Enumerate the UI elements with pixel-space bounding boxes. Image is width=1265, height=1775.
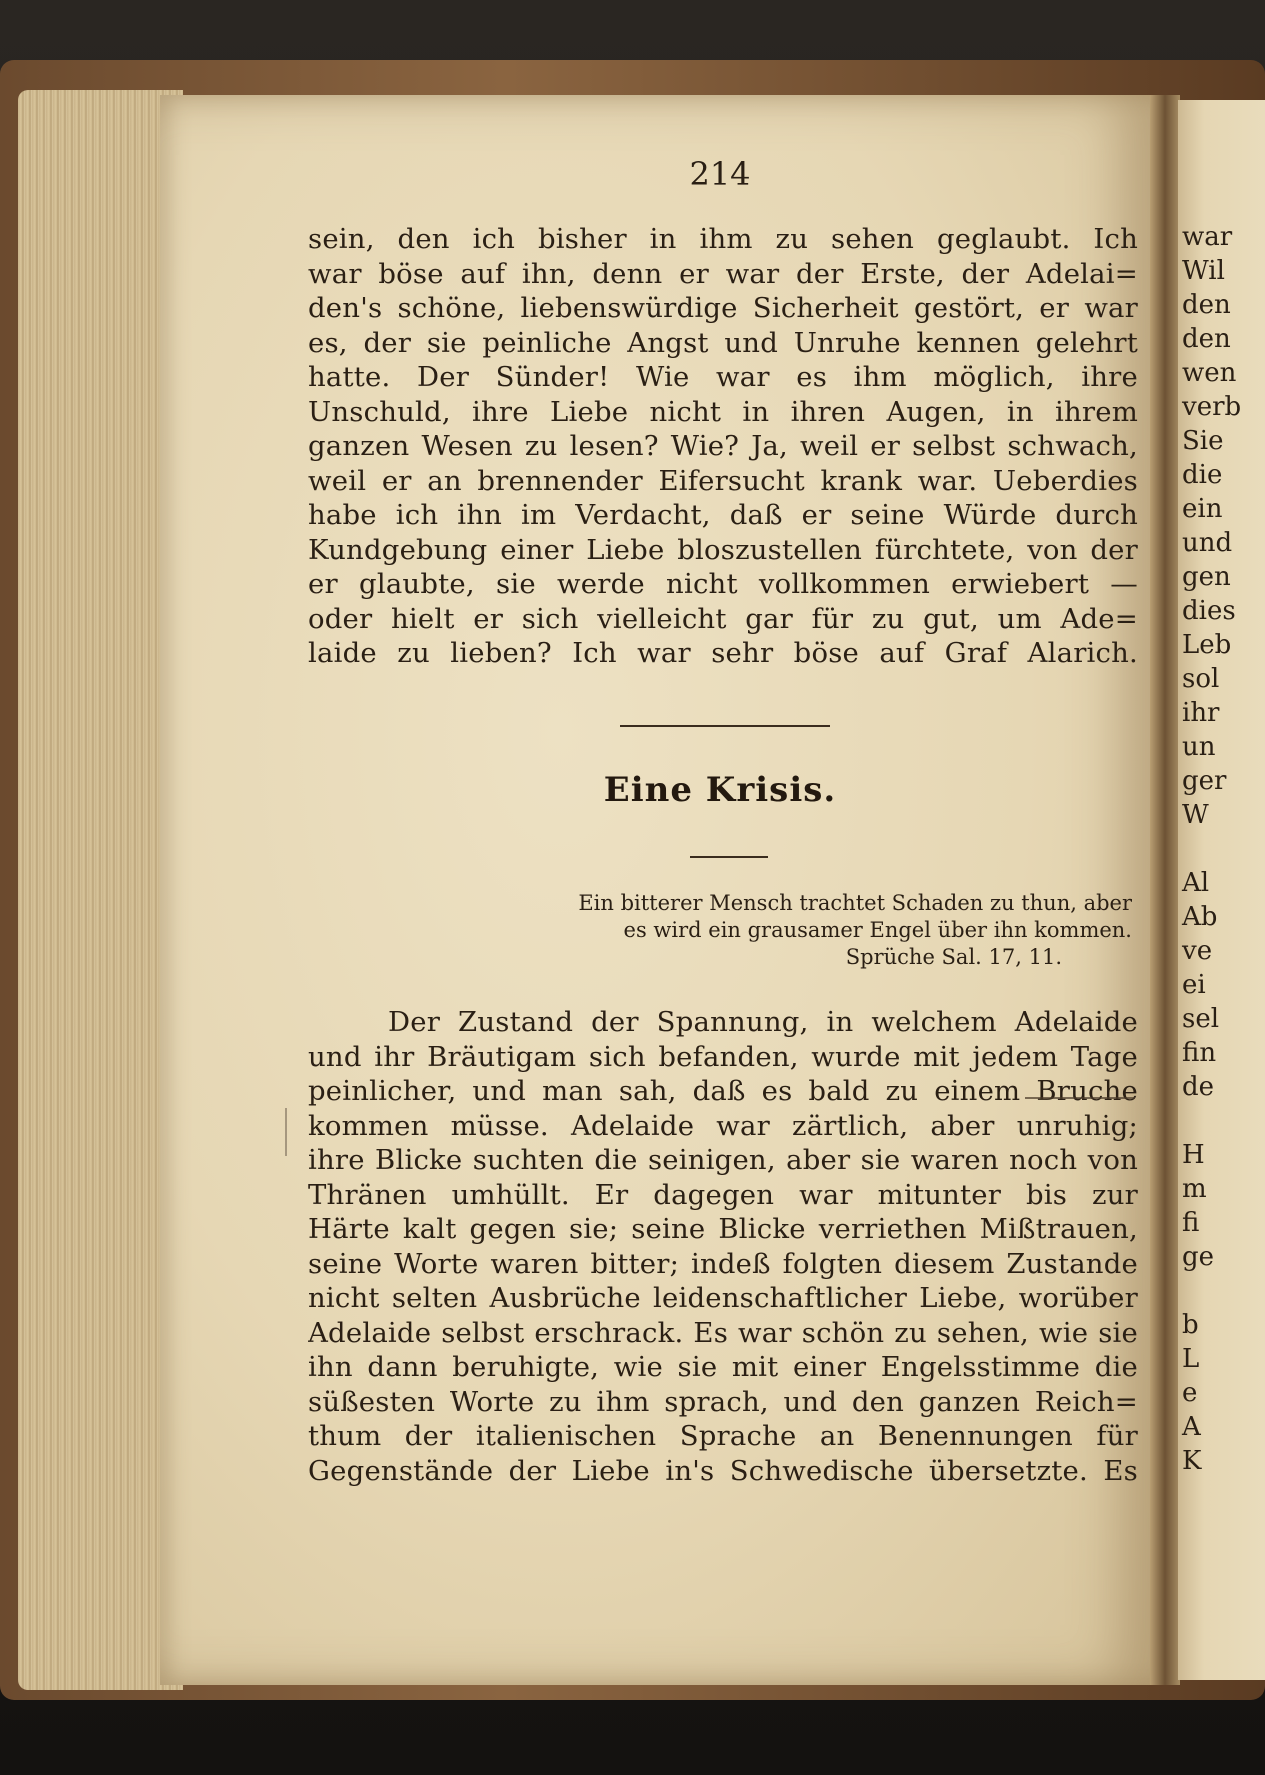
right-page-fragment: ei (1182, 970, 1206, 1000)
right-page-fragment: den (1182, 290, 1231, 320)
epigraph-line: es wird ein grausamer Engel über ihn kommen. (623, 918, 1132, 942)
right-page-fragment: L (1182, 1344, 1200, 1374)
right-page (1178, 100, 1265, 1680)
right-page-fragment: gen (1182, 562, 1231, 592)
right-page-fragment: fin (1182, 1038, 1217, 1068)
text-line: hatte. Der Sünder! Wie war es ihm möglich, ihre (308, 361, 1138, 393)
right-page-fragment: b (1182, 1310, 1199, 1340)
right-page-fragment (1182, 1274, 1241, 1308)
right-page-fragment: ein (1182, 494, 1223, 524)
right-page-fragment: wen (1182, 358, 1237, 388)
text-line: peinlicher, und man sah, daß es bald zu einem Bruche (308, 1075, 1138, 1107)
text-line: oder hielt er sich vielleicht gar für zu gut, um Ade= (308, 602, 1138, 635)
heading-underline (690, 856, 768, 858)
right-page-text (1182, 220, 1241, 1478)
right-page-fragment: H (1182, 1140, 1205, 1170)
page-edges (18, 90, 183, 1690)
right-page-fragment: Ab (1182, 902, 1218, 932)
epigraph-line: Ein bitterer Mensch trachtet Schaden zu thun, aber (578, 891, 1132, 915)
text-line: kommen müsse. Adelaide war zärtlich, aber unruhig; (308, 1109, 1138, 1142)
right-page-fragment (1182, 832, 1241, 866)
text-line: den's schöne, liebenswürdige Sicherheit gestört, er war (308, 292, 1138, 324)
right-page-fragment: war (1182, 222, 1233, 252)
epigraph-reference: Sprüche Sal. 17, 11. (845, 945, 1062, 969)
right-page-fragment: K (1182, 1446, 1202, 1476)
right-page-fragment: sel (1182, 1004, 1220, 1034)
text-line: süßesten Worte zu ihm sprach, und den ganzen Reich= (308, 1385, 1138, 1418)
text-line: Adelaide selbst erschrack. Es war schön zu sehen, wie sie (308, 1316, 1138, 1349)
epigraph (420, 890, 1132, 971)
pencil-underline (1025, 1097, 1135, 1099)
right-page-fragment: ihr (1182, 698, 1220, 728)
paragraph-2 (308, 1005, 1138, 1488)
right-page-fragment: un (1182, 732, 1216, 762)
right-page-fragment: sol (1182, 664, 1220, 694)
right-page-fragment: ve (1182, 936, 1213, 966)
right-page-fragment: den (1182, 324, 1231, 354)
text-line: er glaubte, sie werde nicht vollkommen erwiebert — (308, 568, 1138, 600)
right-page-fragment: Sie (1182, 426, 1224, 456)
right-page-fragment: e (1182, 1378, 1198, 1408)
text-line: habe ich ihn im Verdacht, daß er seine Würde durch (308, 499, 1138, 531)
margin-pencil-mark (285, 1108, 287, 1156)
text-line: Gegenstände der Liebe in's Schwedische übersetzte. Es (308, 1454, 1138, 1487)
text-line: weil er an brennender Eifersucht krank war. Ueberdies (308, 464, 1138, 497)
right-page-fragment: Leb (1182, 630, 1232, 660)
section-divider (620, 725, 830, 727)
text-line: war böse auf ihn, denn er war der Erste, der Adelai= (308, 257, 1138, 290)
right-page-fragment: verb (1182, 392, 1242, 422)
page-number: 214 (689, 155, 751, 193)
right-page-fragment: dies (1182, 596, 1236, 626)
right-page-fragment: W (1182, 800, 1209, 830)
right-page-fragment: die (1182, 460, 1223, 490)
text-line: laide zu lieben? Ich war sehr böse auf Graf Alarich. (308, 637, 1138, 669)
text-line: Härte kalt gegen sie; seine Blicke verriethen Mißtrauen, (308, 1213, 1138, 1245)
right-page-fragment (1182, 1104, 1241, 1138)
text-line: Thränen umhüllt. Er dagegen war mitunter bis zur (308, 1178, 1138, 1211)
paragraph-1 (308, 222, 1138, 671)
text-line: ihn dann beruhigte, wie sie mit einer Engelsstimme die (308, 1351, 1138, 1383)
book-gutter (1150, 95, 1180, 1685)
right-page-fragment: m (1182, 1174, 1207, 1204)
chapter-heading: Eine Krisis. (603, 770, 837, 810)
text-line: thum der italienischen Sprache an Benennungen für (308, 1420, 1138, 1452)
text-line: es, der sie peinliche Angst und Unruhe kennen gelehrt (308, 326, 1138, 359)
right-page-fragment: und (1182, 528, 1233, 558)
right-page-fragment: ger (1182, 766, 1227, 796)
text-line: seine Worte waren bitter; indeß folgten diesem Zustande (308, 1247, 1138, 1280)
right-page-fragment: A (1182, 1412, 1201, 1442)
right-page-fragment: fi (1182, 1208, 1200, 1238)
right-page-fragment: Wil (1182, 256, 1225, 286)
text-line: sein, den ich bisher in ihm zu sehen geglaubt. Ich (308, 223, 1138, 255)
text-line: Unschuld, ihre Liebe nicht in ihren Augen, in ihrem (308, 395, 1138, 428)
right-page-fragment: ge (1182, 1242, 1215, 1272)
text-line: Der Zustand der Spannung, in welchem Adelaide (388, 1006, 1138, 1038)
text-line: ihre Blicke suchten die seinigen, aber sie waren noch von (308, 1144, 1138, 1176)
text-line: ganzen Wesen zu lesen? Wie? Ja, weil er selbst schwach, (308, 430, 1138, 462)
right-page-fragment: Al (1182, 868, 1210, 898)
text-line: Kundgebung einer Liebe bloszustellen fürchtete, von der (308, 533, 1138, 566)
right-page-fragment: de (1182, 1072, 1215, 1102)
text-line: nicht selten Ausbrüche leidenschaftlicher Liebe, worüber (308, 1282, 1138, 1314)
text-line: und ihr Bräutigam sich befanden, wurde mit jedem Tage (308, 1040, 1138, 1073)
